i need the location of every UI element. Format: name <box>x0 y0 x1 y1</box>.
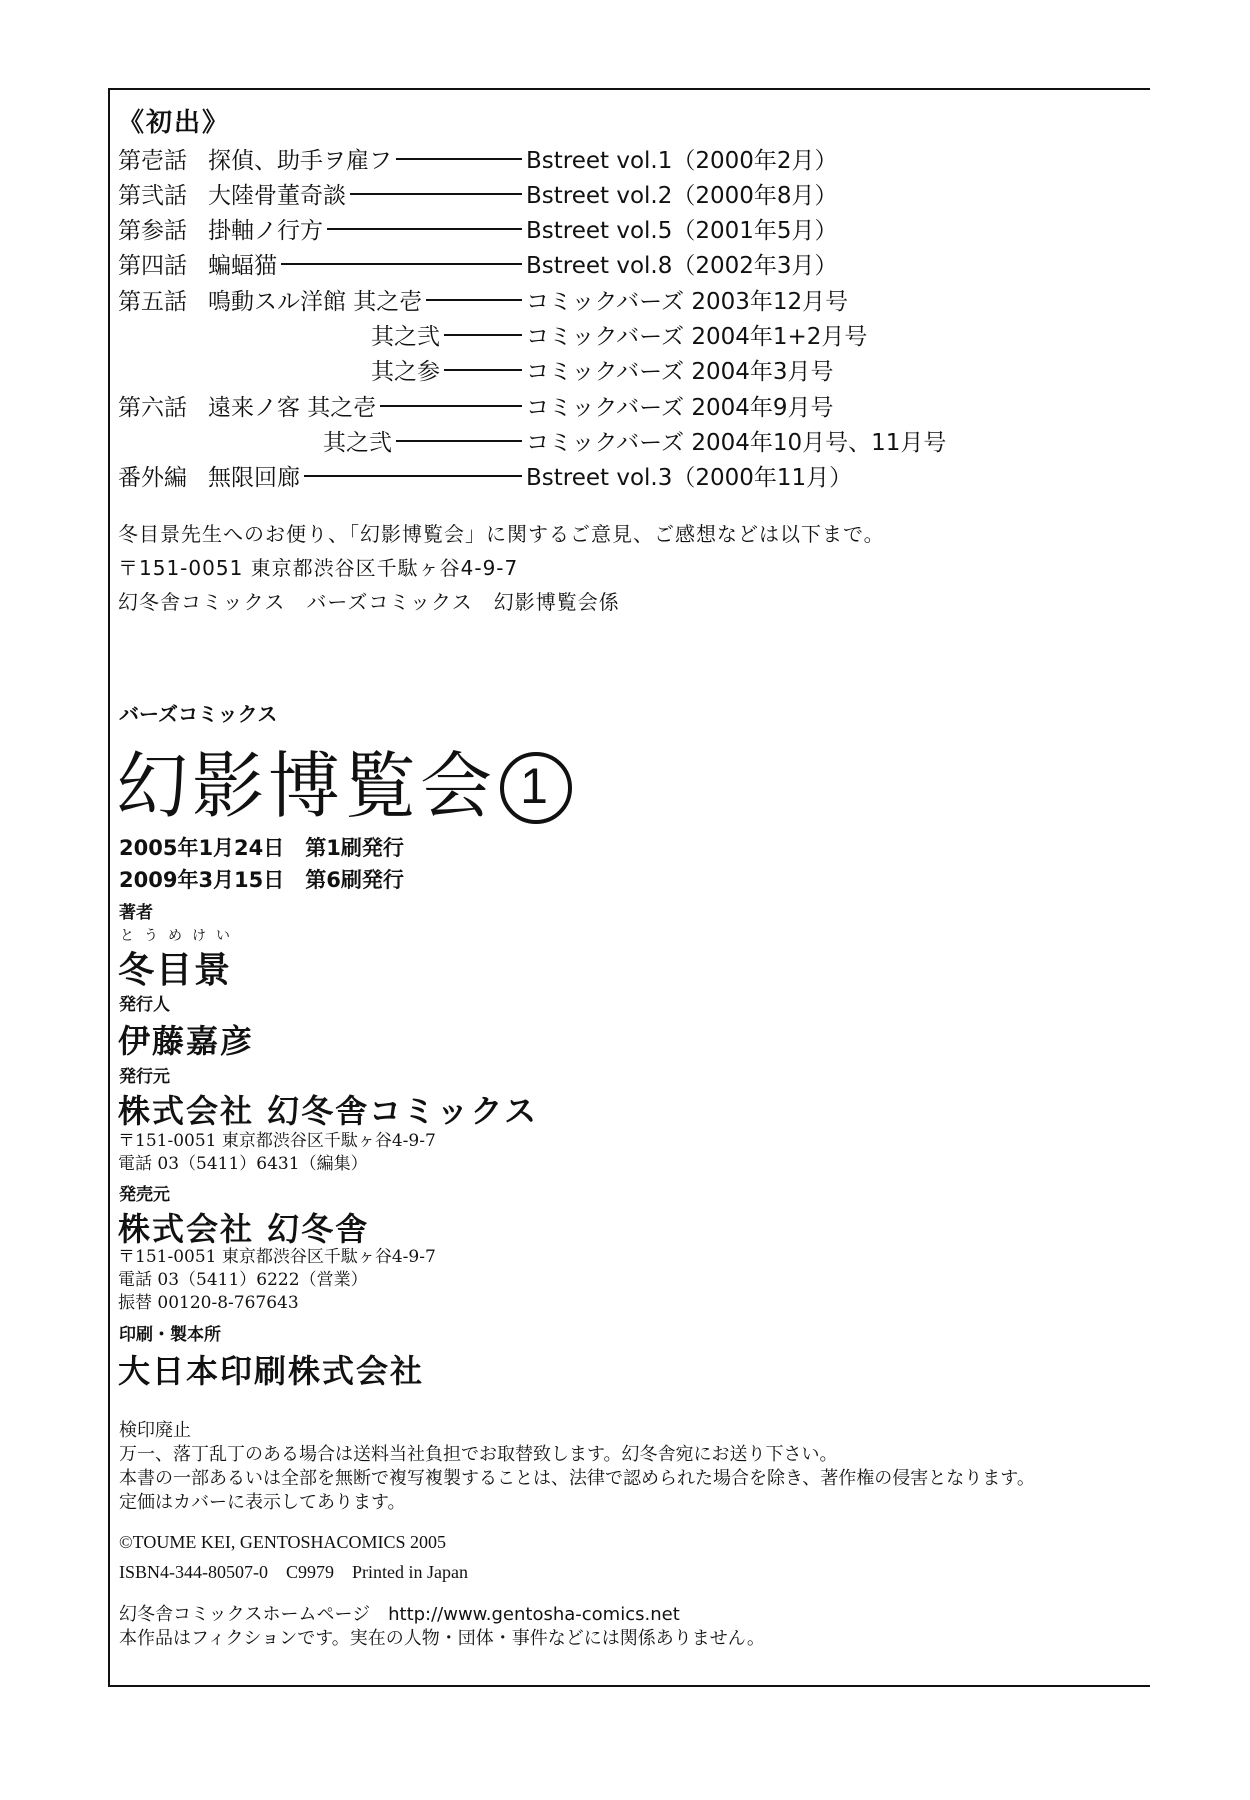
publisher-label: 発行元 <box>119 1067 170 1087</box>
seller-name: 株式会社 幻冬舎 <box>118 1210 370 1248</box>
episode-title: 其之参 <box>371 359 440 385</box>
defect-notice: 万一、落丁乱丁のある場合は送料当社負担でお取替致します。幻冬舎宛にお送り下さい。 <box>119 1444 838 1465</box>
source-publication: コミックバーズ 2004年1+2月号 <box>526 324 868 350</box>
leader-line <box>380 405 522 407</box>
episode-title: 其之弐 <box>323 430 392 456</box>
source-row <box>118 142 1018 176</box>
episode-title: 鳴動スル洋館 其之壱 <box>208 289 423 315</box>
source-publication: Bstreet vol.2（2000年8月） <box>526 183 838 209</box>
source-publication: コミックバーズ 2004年3月号 <box>526 359 834 385</box>
isbn: ISBN4-344-80507-0 C9979 Printed in Japan <box>119 1562 468 1582</box>
episode-title: 蝙蝠猫 <box>208 253 277 279</box>
source-row <box>118 212 1018 246</box>
episode-number: 番外編 <box>118 465 187 491</box>
author-name: 冬目景 <box>118 950 233 991</box>
contact-line-1: 冬目景先生へのお便り、「幻影博覧会」に関するご意見、ご感想などは以下まで。 <box>118 522 885 546</box>
source-publication: Bstreet vol.1（2000年2月） <box>526 148 838 174</box>
episode-title: 掛軸ノ行方 <box>208 218 323 244</box>
episode-title: 無限回廊 <box>208 465 300 491</box>
source-publication: コミックバーズ 2003年12月号 <box>526 289 849 315</box>
contact-address: 〒151-0051 東京都渋谷区千駄ヶ谷4-9-7 <box>118 556 519 580</box>
episode-title: 其之弐 <box>371 324 440 350</box>
leader-line <box>327 228 522 230</box>
source-row <box>118 353 1018 387</box>
episode-number: 第壱話 <box>118 148 187 174</box>
seller-label: 発売元 <box>119 1185 170 1205</box>
fiction-disclaimer: 本作品はフィクションです。実在の人物・団体・事件などには関係ありません。 <box>119 1628 765 1649</box>
publisher-name: 株式会社 幻冬舎コミックス <box>118 1092 539 1130</box>
leader-line <box>396 440 522 442</box>
source-row <box>118 247 1018 281</box>
leader-line <box>396 158 522 160</box>
book-title <box>116 728 572 832</box>
printer-label: 印刷・製本所 <box>119 1325 221 1345</box>
leader-line <box>281 263 522 265</box>
leader-line <box>350 193 522 195</box>
homepage-line: 幻冬舎コミックスホームページ http://www.gentosha-comics.net <box>119 1604 680 1625</box>
episode-number: 第弐話 <box>118 183 187 209</box>
author-ruby: とうめけい <box>120 928 240 944</box>
source-row <box>118 389 1018 423</box>
source-row <box>118 459 1018 493</box>
source-publication: Bstreet vol.8（2002年3月） <box>526 253 838 279</box>
volume-number: 1 <box>500 752 572 824</box>
leader-line <box>304 475 522 477</box>
episode-number: 第六話 <box>118 395 187 421</box>
copy-notice: 本書の一部あるいは全部を無断で複写複製することは、法律で認められた場合を除き、著作権の侵害となります。 <box>119 1468 1035 1489</box>
source-publication: Bstreet vol.5（2001年5月） <box>526 218 838 244</box>
episode-number: 第四話 <box>118 253 187 279</box>
source-row <box>118 318 1018 352</box>
source-row <box>118 283 1018 317</box>
seller-phone: 電話 03（5411）6222（営業） <box>118 1270 368 1290</box>
publisher-address: 〒151-0051 東京都渋谷区千駄ヶ谷4-9-7 <box>118 1131 436 1151</box>
seller-transfer: 振替 00120-8-767643 <box>118 1293 299 1313</box>
no-seal-notice: 検印廃止 <box>119 1420 191 1441</box>
sixth-print: 2009年3月15日 第6刷発行 <box>119 868 404 892</box>
episode-title: 遠来ノ客 其之壱 <box>208 395 377 421</box>
leader-line <box>444 334 522 336</box>
book-title-text: 幻影博覧会 <box>116 744 497 828</box>
publisher-phone: 電話 03（5411）6431（編集） <box>118 1154 368 1174</box>
first-print: 2005年1月24日 第1刷発行 <box>119 836 404 860</box>
seller-address: 〒151-0051 東京都渋谷区千駄ヶ谷4-9-7 <box>118 1247 436 1267</box>
contact-department: 幻冬舎コミックス バーズコミックス 幻影博覧会係 <box>118 590 620 614</box>
episode-number: 第五話 <box>118 289 187 315</box>
publisher-person-label: 発行人 <box>119 995 170 1015</box>
source-publication: コミックバーズ 2004年9月号 <box>526 395 834 421</box>
copyright: ©TOUME KEI, GENTOSHACOMICS 2005 <box>119 1532 447 1552</box>
episode-title: 大陸骨董奇談 <box>208 183 346 209</box>
author-label: 著者 <box>119 903 153 923</box>
leader-line <box>426 299 522 301</box>
episode-title: 探偵、助手ヲ雇フ <box>208 148 392 174</box>
episode-number: 第参話 <box>118 218 187 244</box>
printer-name: 大日本印刷株式会社 <box>118 1352 425 1390</box>
series-name: バーズコミックス <box>119 702 278 726</box>
source-publication: Bstreet vol.3（2000年11月） <box>526 465 853 491</box>
source-row <box>118 177 1018 211</box>
source-row <box>118 424 1018 458</box>
sources-heading: 《初出》 <box>118 108 231 138</box>
source-publication: コミックバーズ 2004年10月号、11月号 <box>526 430 947 456</box>
publisher-person: 伊藤嘉彦 <box>118 1022 255 1060</box>
price-notice: 定価はカバーに表示してあります。 <box>119 1492 406 1513</box>
leader-line <box>444 369 522 371</box>
